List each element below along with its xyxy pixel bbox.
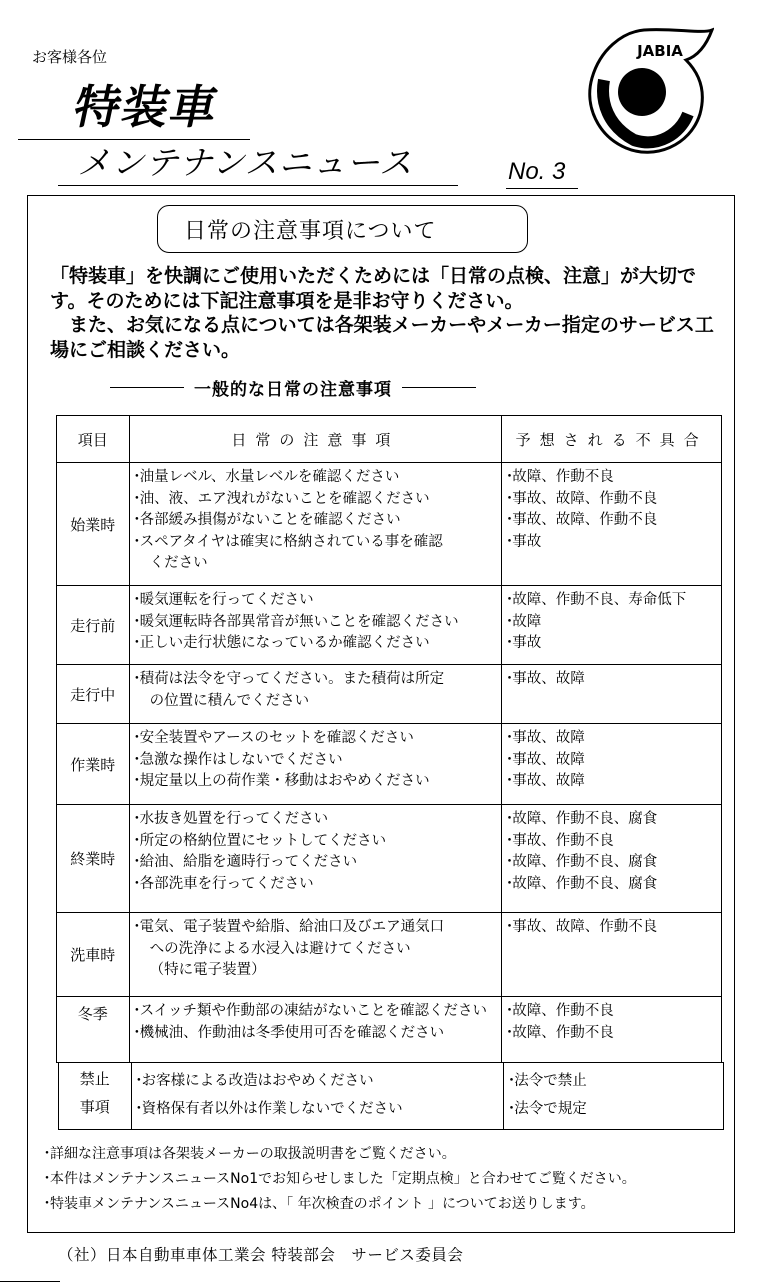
issues-cell xyxy=(502,913,722,997)
prohibited-items-table xyxy=(58,1062,724,1130)
issue-item: ・ 故障、作動不良 xyxy=(504,467,721,489)
section-heading xyxy=(110,375,476,400)
issues-cell xyxy=(502,665,722,724)
category-cell: 作業時 xyxy=(57,724,130,805)
jabia-logo xyxy=(574,22,714,162)
category-cell: 洗車時 xyxy=(57,913,130,997)
precaution-item: ・ 油、液、エア洩れがないことを確認ください xyxy=(132,489,502,511)
precaution-item: ・ 急激な操作はしないでください xyxy=(132,750,502,772)
precautions-cell xyxy=(129,997,502,1063)
newsletter-subtitle: メンテナンスニュース xyxy=(75,143,421,182)
precaution-item: ・ 電気、電子装置や給脂、給油口及びエア通気口 xyxy=(132,917,502,939)
issue-item: ・ 事故、故障、作動不良 xyxy=(504,489,721,511)
issues-cell xyxy=(502,805,722,913)
notes xyxy=(44,1142,636,1217)
precaution-item: ・ 安全装置やアースのセットを確認ください xyxy=(132,728,502,750)
issue-item: ・ 法令で禁止 xyxy=(506,1067,723,1095)
precaution-item: ・ スペアタイヤは確実に格納されている事を確認 xyxy=(132,532,502,554)
precaution-item: ・ 暖気運転時各部異常音が無いことを確認ください xyxy=(132,612,502,634)
precaution-item: ・ お客様による改造はおやめください xyxy=(134,1067,504,1095)
newsletter-title: 特装車 xyxy=(69,80,225,134)
category-label: 事項 xyxy=(79,1098,110,1116)
precaution-item: ・ 積荷は法令を守ってください。また積荷は所定 xyxy=(132,669,502,691)
jabia-logo-icon xyxy=(574,22,714,162)
daily-care-table xyxy=(56,415,722,1063)
precaution-item: ・ 各部洗車を行ってください xyxy=(132,874,502,896)
note-item: ・ 詳細な注意事項は各架装メーカーの取扱説明書をご覧ください。 xyxy=(44,1142,636,1167)
precautions-cell xyxy=(129,463,502,586)
issues-cell xyxy=(502,997,722,1063)
precautions-cell xyxy=(129,724,502,805)
table-row xyxy=(57,724,722,805)
precautions-cell xyxy=(129,586,502,665)
title-underline xyxy=(18,139,250,140)
table-row xyxy=(59,1063,724,1130)
precaution-item: ・ 資格保有者以外は作業しないでください xyxy=(134,1095,504,1123)
category-cell: 走行中 xyxy=(57,665,130,724)
note-item: ・ 本件はメンテナンスニュースNo1でお知らせしました「定期点検」と合わせてご覧ください。 xyxy=(44,1167,636,1192)
issue-item: ・ 事故 xyxy=(504,633,721,655)
table-row xyxy=(57,665,722,724)
section-heading-text: 一般的な日常の注意事項 xyxy=(194,380,392,400)
precaution-item: ・ 所定の格納位置にセットしてください xyxy=(132,831,502,853)
issues-cell xyxy=(504,1063,724,1130)
footer-rule xyxy=(0,1281,60,1282)
category-cell: 終業時 xyxy=(57,805,130,913)
issuer: （社）日本自動車車体工業会 特装部会 サービス委員会 xyxy=(58,1246,464,1264)
precaution-item: ・ 油量レベル、水量レベルを確認ください xyxy=(132,467,502,489)
precaution-item: ・ 給油、給脂を適時行ってください xyxy=(132,852,502,874)
precautions-cell xyxy=(129,665,502,724)
addressee: お客様各位 xyxy=(32,48,108,66)
issue-item: ・ 事故、故障 xyxy=(504,771,721,793)
precautions-cell xyxy=(129,805,502,913)
subtitle-underline xyxy=(58,185,458,186)
intro-paragraph: 「特装車」を快調にご使用いただくためには「日常の点検、注意」が大切です。そのためには下記注意事項を是非お守りください。 xyxy=(50,265,697,312)
issue-number: No. 3 xyxy=(508,158,566,185)
issue-item: ・ 事故、故障 xyxy=(504,750,721,772)
category-cell: 走行前 xyxy=(57,586,130,665)
category-cell: 始業時 xyxy=(57,463,130,586)
heading-rule-right xyxy=(402,387,476,388)
issue-item: ・ 事故、作動不良 xyxy=(504,831,721,853)
precaution-item: の位置に積んでください xyxy=(149,692,310,709)
issue-item: ・ 事故 xyxy=(504,532,721,554)
issue-item: ・ 故障、作動不良 xyxy=(504,1023,721,1045)
precaution-item: ・ 暖気運転を行ってください xyxy=(132,590,502,612)
issue-item: ・ 法令で規定 xyxy=(506,1095,723,1123)
table-row xyxy=(57,586,722,665)
issues-cell xyxy=(502,586,722,665)
table-header-row xyxy=(57,416,722,463)
issues-cell xyxy=(502,724,722,805)
logo-wordmark: JABIA xyxy=(637,42,683,60)
table-row xyxy=(57,913,722,997)
precaution-item: ・ 各部緩み損傷がないことを確認ください xyxy=(132,510,502,532)
issue-item: ・ 故障、作動不良、腐食 xyxy=(504,874,721,896)
issue-item: ・ 故障、作動不良、寿命低下 xyxy=(504,590,721,612)
heading-rule-left xyxy=(110,387,184,388)
precaution-item: ・ 水抜き処置を行ってください xyxy=(132,809,502,831)
issue-item: ・ 事故、故障 xyxy=(504,728,721,750)
category-label: 禁止 xyxy=(79,1070,110,1088)
issue-item: ・ 故障、作動不良、腐食 xyxy=(504,852,721,874)
issue-item: ・ 事故、故障、作動不良 xyxy=(504,510,721,532)
precaution-item: ・ 機械油、作動油は冬季使用可否を確認ください xyxy=(132,1023,502,1045)
precaution-item: ・ 正しい走行状態になっているか確認ください xyxy=(132,633,502,655)
precaution-item: ください xyxy=(149,555,208,571)
precaution-item: ・ スイッチ類や作動部の凍結がないことを確認ください xyxy=(132,1001,502,1023)
column-header-category: 項目 xyxy=(57,416,130,463)
intro-paragraph: また、お気になる点については各架装メーカーやメーカー指定のサービス工場にご相談ください。 xyxy=(50,314,714,361)
issue-item: ・ 事故、故障 xyxy=(504,669,721,691)
column-header-expected-issues: 予想される不具合 xyxy=(502,416,722,463)
issue-item: ・ 故障 xyxy=(504,612,721,634)
precautions-cell xyxy=(131,1063,504,1130)
category-cell: 冬季 xyxy=(57,997,130,1063)
issue-number-underline xyxy=(506,188,578,189)
precaution-item: （特に電子装置） xyxy=(149,962,266,978)
table-row xyxy=(57,997,722,1063)
issue-item: ・ 故障、作動不良 xyxy=(504,1001,721,1023)
issues-cell xyxy=(502,463,722,586)
note-item: ・ 特装車メンテナンスニュースNo4は、「 年次検査のポイント 」についてお送りします。 xyxy=(44,1192,636,1217)
category-cell xyxy=(59,1063,132,1130)
precautions-cell xyxy=(129,913,502,997)
precaution-item: への洗浄による水浸入は避けてください xyxy=(149,940,411,957)
table-row xyxy=(57,805,722,913)
column-header-precautions: 日常の注意事項 xyxy=(129,416,502,463)
issue-item: ・ 故障、作動不良、腐食 xyxy=(504,809,721,831)
topic-title: 日常の注意事項について xyxy=(157,205,528,253)
precaution-item: ・ 規定量以上の荷作業・移動はおやめください xyxy=(132,771,502,793)
table-row xyxy=(57,463,722,586)
intro-text xyxy=(50,264,730,362)
issue-item: ・ 事故、故障、作動不良 xyxy=(504,917,721,939)
